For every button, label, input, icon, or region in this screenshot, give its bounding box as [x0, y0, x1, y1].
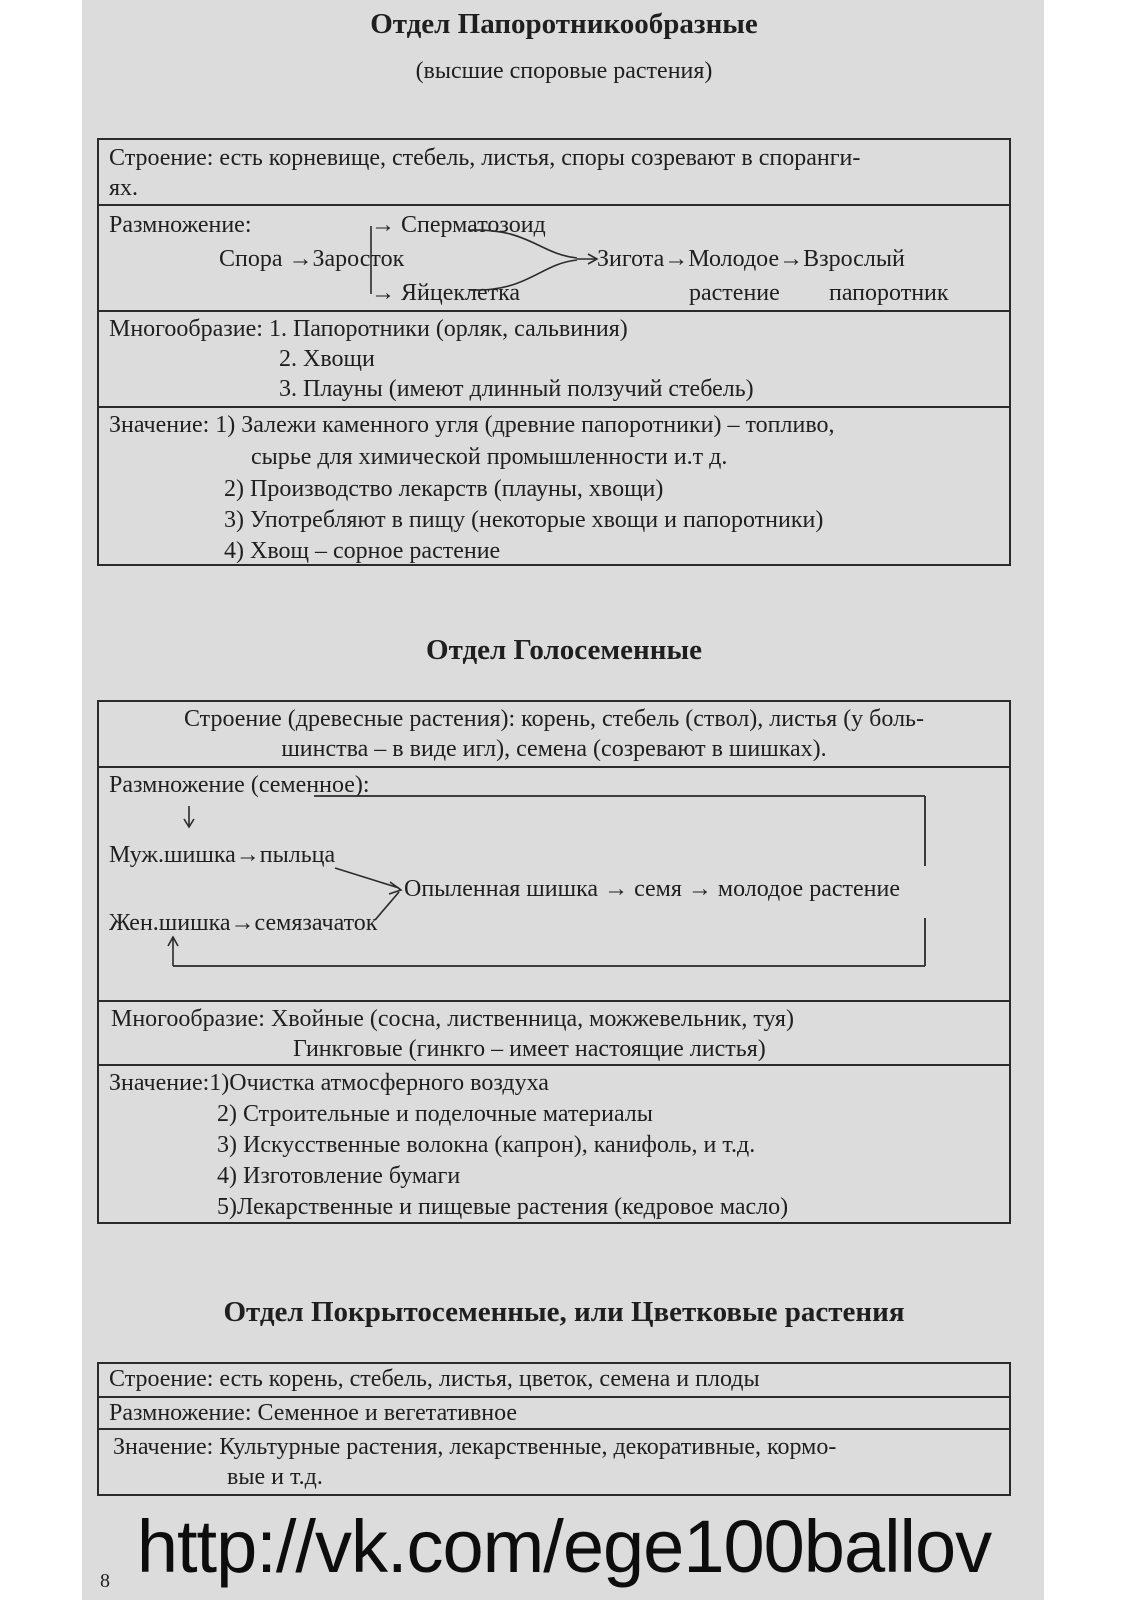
section-subtitle-ferns: (высшие споровые растения)	[415, 58, 713, 84]
ferns-diversity-2: 2. Хвощи	[279, 346, 375, 372]
row-reproduction	[99, 1396, 1009, 1428]
row-value	[99, 1428, 1009, 1494]
ferns-value-1a: Значение: 1) Залежи каменного угля (древние папоротники) – топливо,	[109, 412, 835, 438]
gymno-male: Муж.шишка→пыльца	[109, 842, 336, 868]
page-number: 8	[100, 1570, 110, 1592]
gymno-value-2: 2) Строительные и поделочные материалы	[217, 1101, 653, 1127]
angio-value-line2: вые и т.д.	[227, 1464, 323, 1490]
ferns-chain-start: Спора →Заросток	[219, 246, 405, 272]
angio-structure: Строение: есть корень, стебель, листья, цветок, семена и плоды	[109, 1366, 760, 1392]
row-value	[99, 1064, 1009, 1222]
row-diversity	[99, 1000, 1009, 1064]
section-title-ferns: Отдел Папоротникообразные	[370, 8, 758, 40]
ferns-diversity-1: Многообразие: 1. Папоротники (орляк, сальвиния)	[109, 316, 628, 342]
ferns-repro-label: Размножение:	[109, 212, 252, 238]
table-gymno	[97, 700, 1011, 1224]
ferns-structure-line1: Строение: есть корневище, стебель, листья, споры созревают в споранги-	[109, 145, 861, 171]
gymno-female: Жен.шишка→семязачаток	[109, 910, 378, 936]
watermark-url: http://vk.com/ege100ballov	[136, 1505, 992, 1588]
ferns-value-2: 2) Производство лекарств (плауны, хвощи)	[224, 476, 664, 502]
table-ferns	[97, 138, 1011, 566]
ferns-egg: → Яйцеклетка	[371, 280, 521, 306]
gymno-repro-arrows	[99, 768, 1009, 1000]
row-structure	[99, 140, 1009, 202]
row-reproduction	[99, 766, 1009, 1000]
ferns-value-4: 4) Хвощ – сорное растение	[224, 538, 501, 564]
ferns-sperm: → Сперматозоид	[371, 212, 546, 238]
gymno-diversity-1: Многообразие: Хвойные (сосна, лиственница, можжевельник, туя)	[111, 1006, 794, 1032]
table-angio	[97, 1362, 1011, 1496]
ferns-chain-end: Зигота→Молодое→Взрослый	[597, 246, 905, 272]
gymno-chain: Опыленная шишка → семя → молодое растение	[404, 876, 900, 902]
gymno-diversity-2: Гинкговые (гинкго – имеет настоящие листья)	[293, 1036, 766, 1062]
ferns-value-1b: сырье для химической промышленности и.т д.	[251, 444, 728, 470]
section-title-gymno: Отдел Голосеменные	[426, 634, 702, 666]
gymno-value-1: Значение:1)Очистка атмосферного воздуха	[109, 1070, 549, 1096]
ferns-diversity-3: 3. Плауны (имеют длинный ползучий стебель)	[279, 376, 754, 402]
gymno-structure-line1: Строение (древесные растения): корень, стебель (ствол), листья (у боль-	[183, 706, 924, 732]
angio-repro: Размножение: Семенное и вегетативное	[109, 1400, 518, 1426]
gymno-repro-label: Размножение (семенное):	[109, 772, 370, 798]
ferns-young-caption: растение	[689, 280, 780, 306]
row-reproduction	[99, 204, 1009, 310]
gymno-value-4: 4) Изготовление бумаги	[217, 1163, 461, 1189]
gymno-structure-line2: шинства – в виде игл), семена (созревают в шишках).	[281, 736, 827, 762]
angio-value-line1: Значение: Культурные растения, лекарственные, декоративные, кормо-	[113, 1434, 837, 1460]
gymno-value-5: 5)Лекарственные и пищевые растения (кедровое масло)	[217, 1194, 789, 1220]
row-diversity	[99, 310, 1009, 406]
ferns-repro-arrows	[99, 206, 1009, 310]
ferns-adult-caption: папоротник	[829, 280, 949, 306]
row-value	[99, 406, 1009, 564]
ferns-structure-line2: ях.	[109, 175, 139, 201]
ferns-value-3: 3) Употребляют в пищу (некоторые хвощи и папоротники)	[224, 507, 824, 533]
gymno-value-3: 3) Искусственные волокна (капрон), канифоль, и т.д.	[217, 1132, 756, 1158]
row-structure	[99, 702, 1009, 764]
section-title-angio: Отдел Покрытосеменные, или Цветковые растения	[223, 1296, 905, 1328]
row-structure	[99, 1364, 1009, 1394]
